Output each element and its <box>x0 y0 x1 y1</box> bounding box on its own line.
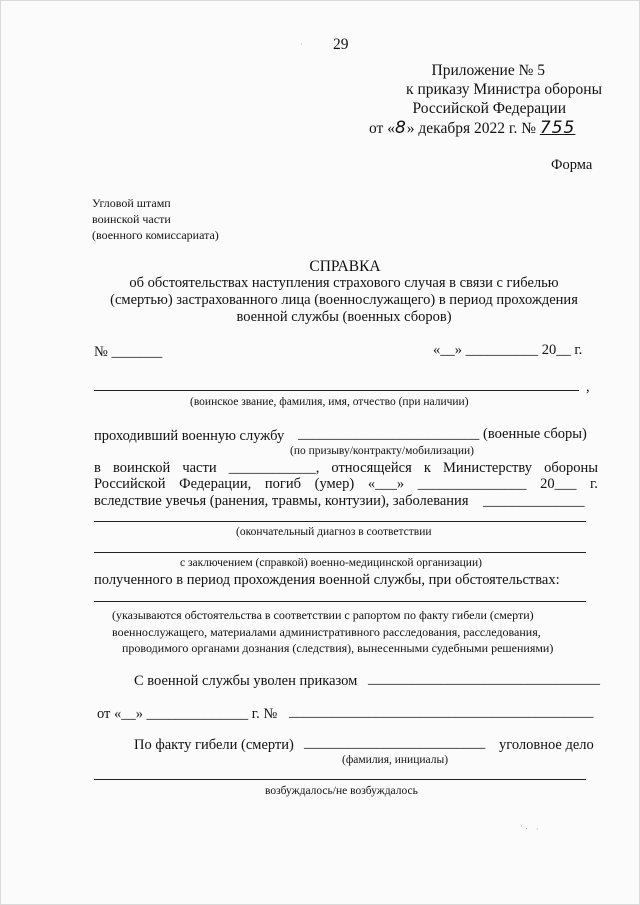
order-number-blank: __________________________________________ <box>289 704 594 720</box>
diagnosis-line-2 <box>94 552 586 553</box>
death-word: погиб <box>264 476 301 492</box>
death-word: Федерации, <box>179 476 252 492</box>
death-month-blank: _______________ <box>417 476 527 492</box>
appendix-number: Приложение № 5 <box>431 62 545 79</box>
circumstances-caption-2: военнослужащего, материалами административного расследования, расследования, <box>112 625 541 639</box>
handwritten-number: 755 <box>539 118 576 138</box>
handwritten-day: 8 <box>394 118 407 138</box>
service-caption: (по призыву/контракту/мобилизации) <box>290 445 474 457</box>
order-date-mid: » декабря 2022 г. № <box>406 120 537 137</box>
criminal-blank: _________________________ <box>304 735 486 751</box>
unit-word: к <box>423 460 431 476</box>
form-label: Форма <box>551 157 593 173</box>
death-year: 20___ <box>540 476 577 492</box>
title-line-3: военной службы (военных сборов) <box>236 309 452 325</box>
diagnosis-caption-1: (окончательный диагноз в соответствии <box>236 526 432 538</box>
criminal-prefix: По факту гибели (смерти) <box>134 737 294 753</box>
stamp-line-1: Угловой штамп <box>92 196 171 210</box>
page-number: 29 <box>333 36 349 53</box>
unit-word: относящейся <box>331 460 412 476</box>
circumstances-caption-1: (указываются обстоятельства в соответствии с рапортом по факту гибели (смерти) <box>112 608 534 622</box>
scan-speckle: · <box>536 825 539 834</box>
name-line <box>94 390 579 391</box>
order-reference: к приказу Министра обороны <box>406 81 602 98</box>
period-text: полученного в период прохождения военной службы, при обстоятельствах: <box>94 572 560 588</box>
document-title: СПРАВКА <box>309 258 381 275</box>
service-suffix: (военные сборы) <box>483 426 587 442</box>
service-prefix: проходивший военную службу <box>94 428 285 444</box>
number-label: № <box>94 344 108 360</box>
unit-row <box>94 461 598 476</box>
certificate-number <box>94 345 162 360</box>
order-date-line <box>369 120 575 137</box>
circumstances-line <box>94 601 586 602</box>
federation-line: Российской Федерации <box>412 100 566 117</box>
unit-word: обороны <box>544 460 598 476</box>
criminal-caption: (фамилия, инициалы) <box>342 754 449 766</box>
unit-blank: ____________, <box>228 460 320 476</box>
unit-word: части <box>182 460 217 476</box>
certificate-date: «__» __________ 20__ г. <box>433 342 583 358</box>
dismissal-blank: ________________________________ <box>368 671 600 687</box>
scan-speckle: · . <box>520 822 528 831</box>
circumstances-caption-3: проводимого органами дознания (следствия), вынесенными судебными решениями) <box>122 641 554 655</box>
stamp-line-2: воинской части <box>92 212 171 226</box>
criminal-suffix: уголовное дело <box>499 737 594 753</box>
unit-word: Министерству <box>442 460 532 476</box>
death-word: (умер) <box>314 476 355 492</box>
order-date-prefix: от « <box>369 120 395 137</box>
death-day-blank: «___» <box>367 476 405 492</box>
title-line-1: об обстоятельствах наступления страхового случая в связи с гибелью <box>129 275 559 291</box>
number-blank: _______ <box>111 344 163 360</box>
scan-speckle: · <box>300 40 303 49</box>
unit-word: в <box>94 460 101 476</box>
order-date-text: от «__» ______________ г. № <box>97 706 278 722</box>
diagnosis-line-1 <box>94 521 586 522</box>
unit-word: воинской <box>112 460 171 476</box>
death-word: Российской <box>94 476 166 492</box>
name-comma: , <box>586 379 590 395</box>
stamp-line-3: (военного комиссариата) <box>92 228 219 242</box>
case-status-caption: возбуждалось/не возбуждалось <box>265 785 418 797</box>
title-line-2: (смертью) застрахованного лица (военнослужащего) в период прохождения <box>110 292 578 308</box>
death-row <box>94 477 598 492</box>
dismissal-text: С военной службы уволен приказом <box>134 673 358 689</box>
service-blank: _________________________ <box>298 426 480 442</box>
cause-text: вследствие увечья (ранения, травмы, контузии), заболевания <box>94 493 469 509</box>
cause-blank: ______________ <box>483 493 585 509</box>
name-caption: (воинское звание, фамилия, имя, отчество (при наличии) <box>190 396 469 408</box>
diagnosis-caption-2: с заключением (справкой) военно-медицинской организации) <box>180 557 482 569</box>
case-status-line <box>94 779 586 780</box>
death-word: г. <box>590 476 598 492</box>
